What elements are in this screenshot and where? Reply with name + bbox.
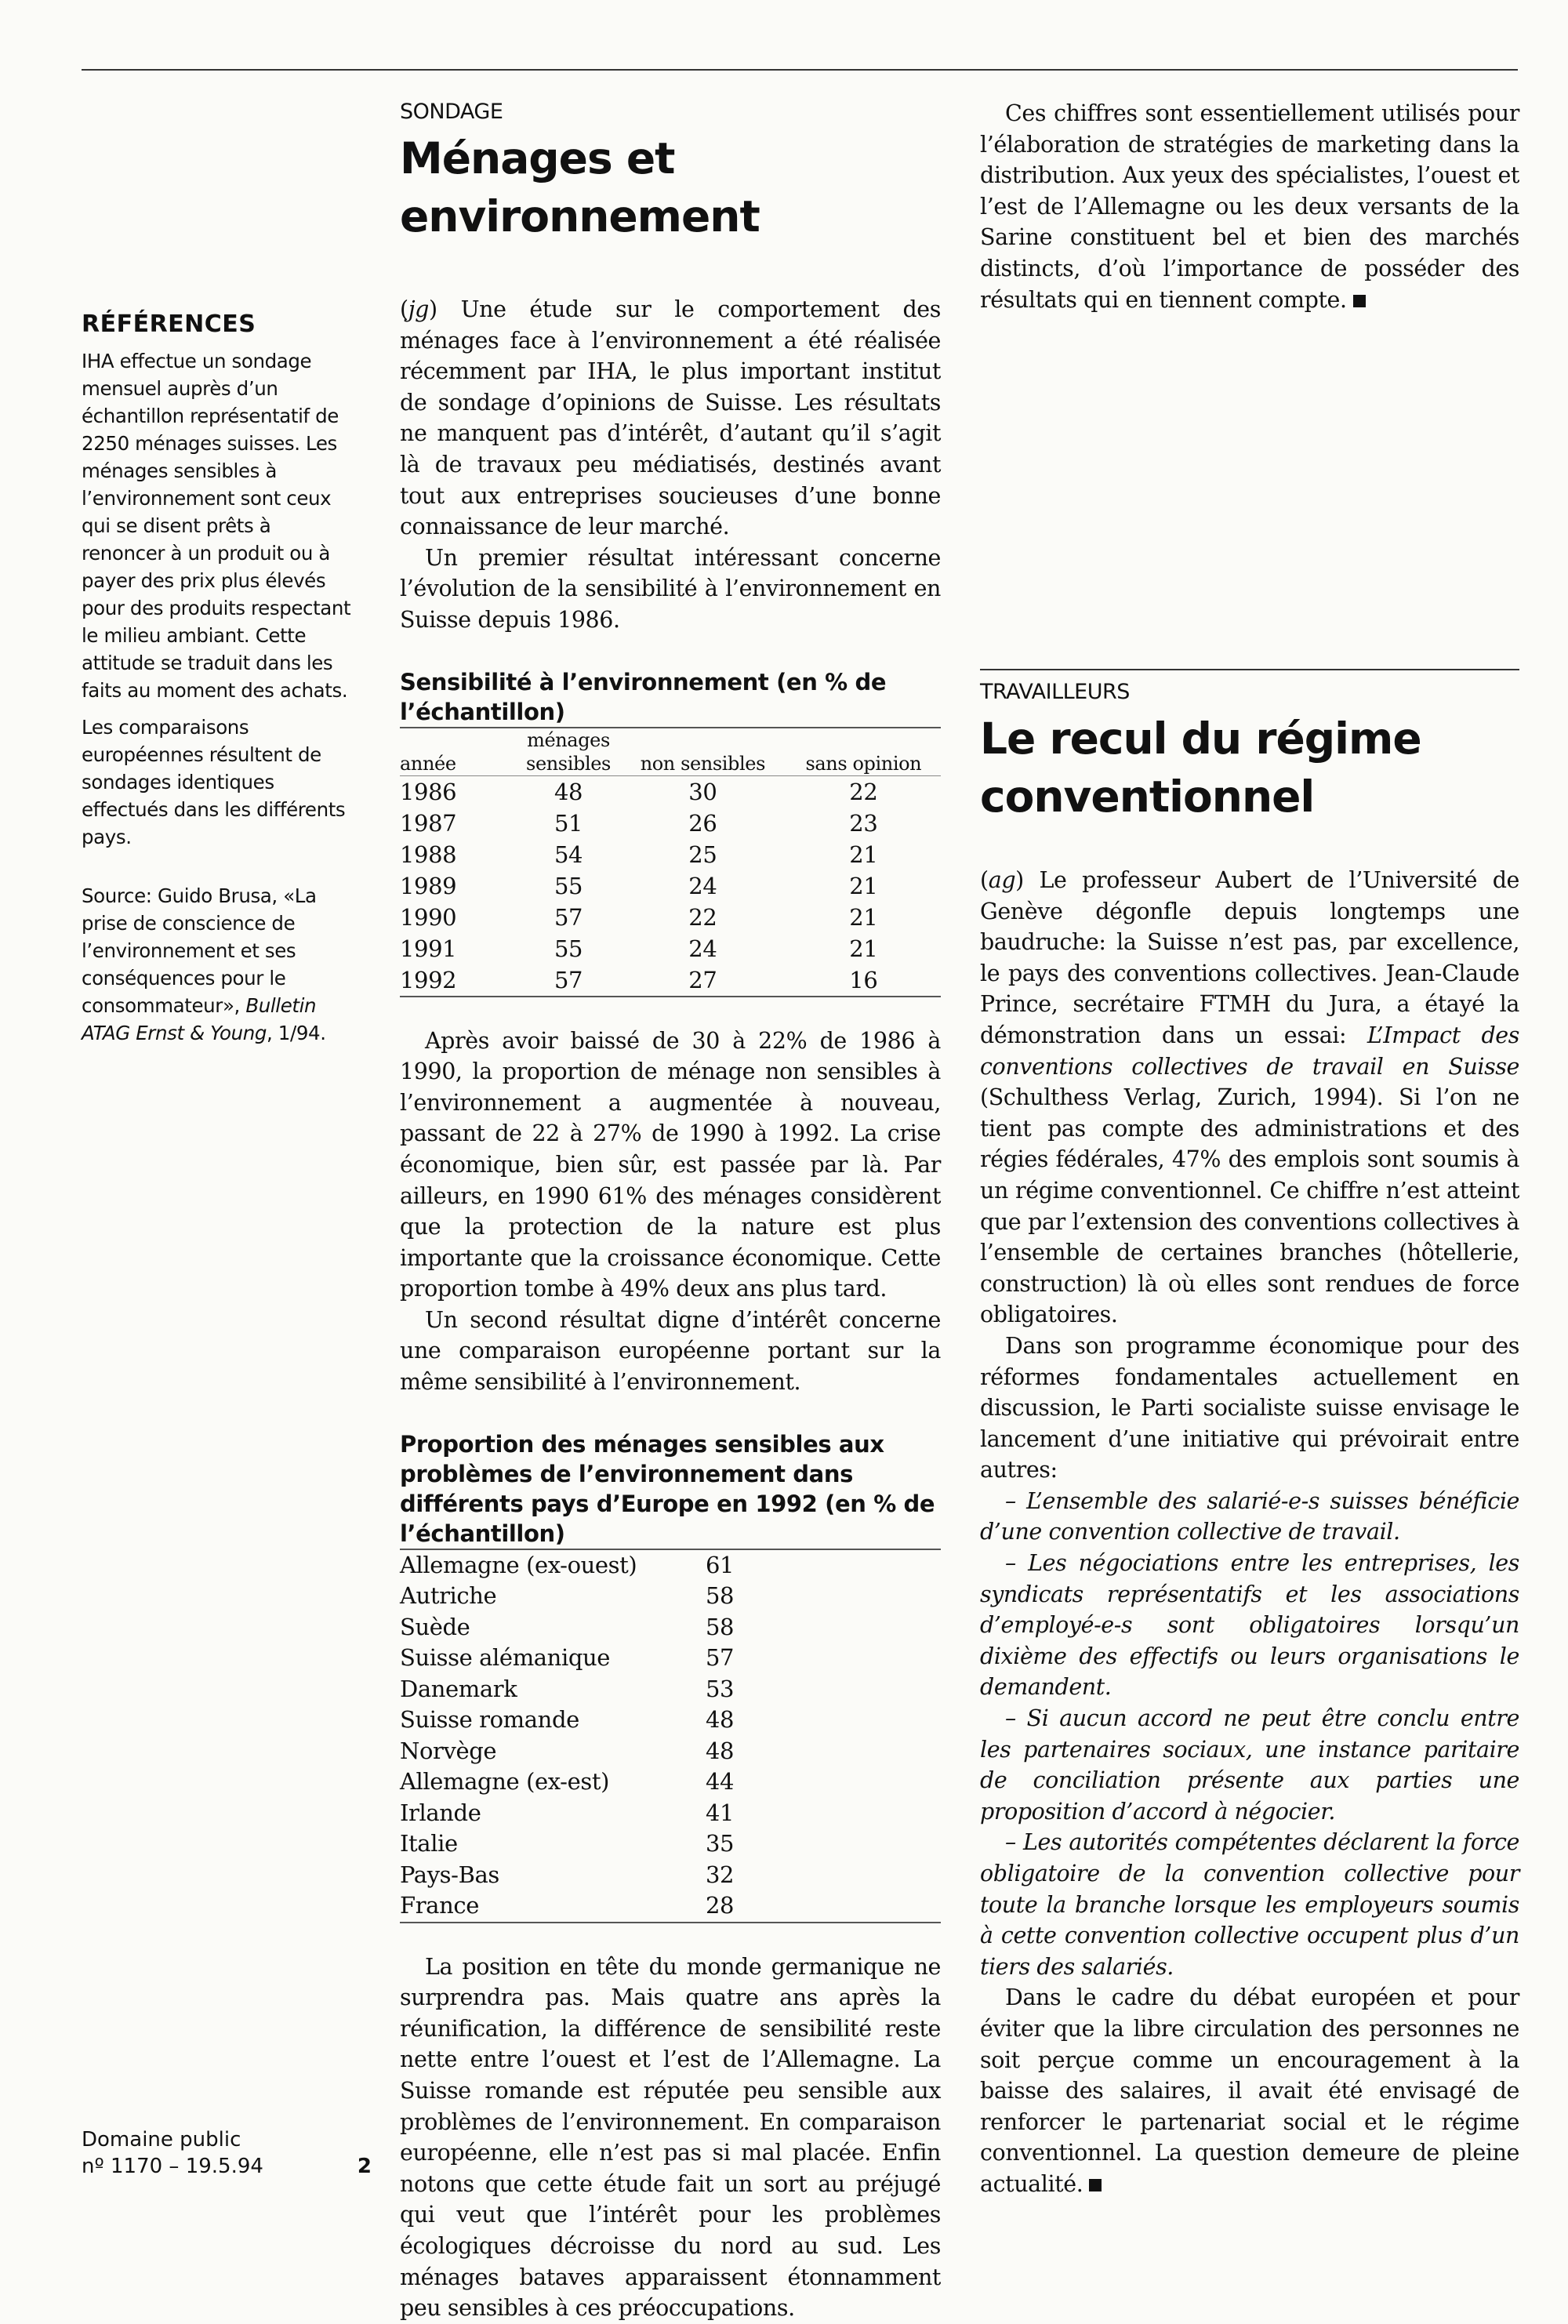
country-value: 28 [706,1892,735,1919]
country-name: France [400,1892,479,1919]
article-1-column [400,98,941,2324]
source-publication: Bulletin ATAG Ernst & Young [82,994,317,1044]
publication-name: Domaine public [82,2128,241,2152]
table-1-row [400,775,941,808]
table-2-row [400,1798,941,1829]
table-1-cell: 21 [849,935,878,962]
table-1-cell: 25 [688,841,717,868]
country-value: 41 [706,1799,735,1826]
page-number: 2 [357,2155,372,2178]
article-2 [980,678,1519,2200]
table-1-row [400,808,941,839]
table-1-header-sensitive: ménages sensibles [526,728,611,775]
table-1-cell: 22 [688,903,717,931]
book-title: L’Impact des conventions collectives de travail en Suisse [980,1022,1519,1080]
table-1-cell: 1990 [400,903,457,931]
country-name: Suède [400,1613,470,1640]
references-text-1: IHA effectue un sondage mensuel auprès d’un échantillon représentatif de 2250 ménages suisses. Les ménages sensibles à l’environnement sont ceux qui se disent prêts à renoncer à un produit ou à payer des prix plus élevés pour des produits respectant le milieu ambiant. Cette attitude se traduit dans les faits au moment des achats. [82,350,351,702]
source-issue: , 1/94. [267,1022,326,1044]
references-title: RÉFÉRENCES [82,310,256,338]
country-value: 35 [706,1830,735,1857]
table-2-row [400,1549,941,1581]
table-1-cell: 1989 [400,872,457,899]
table-1-cell: 21 [849,872,878,899]
country-value: 58 [706,1613,735,1640]
country-value: 48 [706,1737,735,1764]
article-2-paragraph-3: Dans le cadre du débat européen et pour éviter que la libre circulation des personnes ne soit perçue comme un encouragement à la baisse des salaires, il avait été envisagé de renforcer le partenariat social et le régime conventionnel. La question demeure de pleine actualité. [980,1984,1519,2197]
table-2-row [400,1767,941,1798]
article-2-title: Le recul du régime conventionnel [980,714,1421,822]
table-1-cell: 55 [554,872,583,899]
table-2-row [400,1736,941,1767]
issue-number: nº 1170 – 19.5.94 [82,2155,263,2178]
country-name: Autriche [400,1582,497,1610]
country-name: Allemagne (ex-ouest) [400,1551,637,1578]
table-1-cell: 57 [554,966,583,993]
country-name: Irlande [400,1799,481,1826]
references-sidebar [82,310,356,1056]
table-1-cell: 51 [554,809,583,837]
table-1-cell: 27 [688,966,717,993]
country-value: 53 [706,1675,735,1702]
article-1-paragraph-5: La position en tête du monde germanique ne surprendra pas. Mais quatre ans après la réunification, la différence de sensibilité reste nette entre l’ouest et l’est de l’Allemagne. La Suisse romande est réputée peu sensible aux problèmes de l’environnement. En comparaison européenne, elle n’est pas si mal placée. Enfin notons que cette étude fait un sort au préjugé qui veut que l’intérêt pour les problèmes écologiques décroisse du nord au sud. Les ménages bataves apparaissent étonnamment peu sensibles à ces préoccupations. [400,1953,941,2322]
table-1-header-no-opinion: sans opinion [805,752,922,775]
table-2-row [400,1890,941,1923]
country-name: Suisse alémanique [400,1644,611,1672]
country-name: Norvège [400,1737,497,1764]
table-1-cell: 26 [688,809,717,837]
initiative-item-2: – Les négociations entre les entreprises, les syndicats représentatifs et les associations d’employé-e-s sont obligatoires lorsqu’un dixième des effectifs ou leurs organisations le demandent. [980,1550,1519,1701]
article-1-kicker: SONDAGE [400,100,503,124]
table-1-header-year: année [400,752,456,775]
end-mark [1353,295,1366,307]
table-2-row [400,1643,941,1674]
country-value: 44 [706,1768,735,1796]
country-value: 57 [706,1644,735,1672]
country-name: Pays-Bas [400,1861,499,1888]
table-1-cell: 21 [849,841,878,868]
table-1-cell: 30 [688,778,717,805]
table-2 [400,1549,941,1923]
country-value: 32 [706,1861,735,1888]
table-1-cell: 22 [849,778,878,805]
article-1-title: Ménages et environnement [400,133,760,241]
table-1-cell: 57 [554,903,583,931]
article-2-author: ag [988,867,1016,893]
table-2-title: Proportion des ménages sensibles aux problèmes de l’environnement dans différents pays d’Europe en 1992 (en % de l’échantillon) [400,1430,935,1547]
section-rule [980,669,1519,670]
source-text: Source: Guido Brusa, «La prise de conscience de l’environnement et ses conséquences pour le consommateur», [82,884,317,1017]
article-1-paragraph-3: Après avoir baissé de 30 à 22% de 1986 à 1990, la proportion de ménage non sensibles à l’environnement a augmentée à nouveau, passant de 22 à 27% de 1990 à 1992. La crise économique, bien sûr, est passée par là. Par ailleurs, en 1990 61% des ménages considèrent que la protection de la nature est plus importante que la croissance économique. Cette proportion tombe à 49% deux ans plus tard. [400,1027,941,1302]
table-2-row [400,1828,941,1860]
table-1-row [400,902,941,933]
initiative-item-1: – L’ensemble des salarié-e-s suisses bénéficie d’une convention collective de travail. [980,1487,1519,1545]
top-rule [82,69,1518,71]
article-1-paragraph-6: Ces chiffres sont essentiellement utilisés pour l’élaboration de stratégies de marketing dans la distribution. Aux yeux des spécialistes, l’ouest et l’est de l’Allemagne ou les deux versants de la Sarine constituent bel et bien des marchés distincts, d’où l’importance de posséder des résultats qui en tiennent compte. [980,100,1519,313]
table-2-row [400,1674,941,1705]
table-1-cell: 48 [554,778,583,805]
country-name: Suisse romande [400,1706,579,1734]
country-name: Danemark [400,1675,517,1702]
initiative-item-3: – Si aucun accord ne peut être conclu entre les partenaires sociaux, une instance paritaire de conciliation présente aux parties une proposition d’accord à négocier. [980,1705,1519,1825]
country-name: Italie [400,1830,458,1857]
table-1-cell: 24 [688,935,717,962]
table-1-row [400,870,941,902]
table-1-header-not-sensitive: non sensibles [640,752,766,775]
table-1-cell: 23 [849,809,878,837]
references-text-2: Les comparaisons européennes résultent de sondages identiques effectués dans les différents pays. [82,716,346,848]
article-1-author: jg [408,296,430,322]
end-mark [1089,2179,1102,2191]
country-name: Allemagne (ex-est) [400,1768,609,1796]
table-1-cell: 1991 [400,935,457,962]
country-value: 61 [706,1551,735,1578]
country-value: 58 [706,1582,735,1610]
table-2-row [400,1612,941,1643]
article-2-kicker: TRAVAILLEURS [980,680,1130,704]
table-1-row [400,839,941,870]
table-2-row [400,1705,941,1736]
table-1-row [400,933,941,964]
article-1-paragraph-2: Un premier résultat intéressant concerne l’évolution de la sensibilité à l’environnement en Suisse depuis 1986. [400,544,941,633]
article-1-paragraph-1: (jg) Une étude sur le comportement des ménages face à l’environnement a été réalisée récemment par IHA, le plus important institut de sondage d’opinions de Suisse. Les résultats ne manquent pas d’intérêt, d’autant qu’il s’agit là de travaux peu médiatisés, destinés avant tout aux entreprises soucieuses d’une bonne connaissance de leur marché. [400,296,941,540]
table-1-cell: 24 [688,872,717,899]
table-1-cell: 55 [554,935,583,962]
references-source [82,882,356,1047]
table-1-cell: 1988 [400,841,457,868]
initiative-item-4: – Les autorités compétentes déclarent la force obligatoire de la convention collective pour toute la branche lorsque les employeurs soumis à cette convention collective occupent plus d’un tiers des salariés. [980,1829,1519,1980]
table-1-cell: 21 [849,903,878,931]
country-value: 48 [706,1706,735,1734]
table-1-cell: 1992 [400,966,457,993]
table-1-cell: 1987 [400,809,457,837]
page-footer [82,2126,372,2180]
table-1-cell: 16 [849,966,878,993]
table-1 [400,727,941,997]
table-1-cell: 54 [554,841,583,868]
table-2-row [400,1860,941,1891]
table-1-cell: 1986 [400,778,457,805]
article-2-paragraph-1: (ag) Le professeur Aubert de l’Université de Genève dégonfle depuis longtemps une baudruche: la Suisse n’est pas, par excellence, le pays des conventions collectives. Jean-Claude Prince, secrétaire FTMH du Jura, a étayé la démonstration dans un essai: L’Impact des conventions collectives de travail en Suisse (Schulthess Verlag, Zurich, 1994). Si l’on ne tient pas compte des administrations et des régies fédérales, 47% des emplois sont soumis à un régime conventionnel. Ce chiffre n’est atteint que par l’extension des conventions collectives à l’ensemble de certaines branches (hôtellerie, construction) là où elles sont rendues de force obligatoires. [980,867,1519,1328]
article-1-continued [980,98,1519,315]
table-1-title: Sensibilité à l’environnement (en % de l’échantillon) [400,668,887,725]
table-1-row [400,964,941,997]
article-2-paragraph-2: Dans son programme économique pour des réformes fondamentales actuellement en discussion, le Parti socialiste suisse envisage le lancement d’une initiative qui prévoirait entre autres: [980,1332,1519,1483]
article-1-paragraph-4: Un second résultat digne d’intérêt concerne une comparaison européenne portant sur la même sensibilité à l’environnement. [400,1306,941,1396]
table-2-row [400,1581,941,1612]
